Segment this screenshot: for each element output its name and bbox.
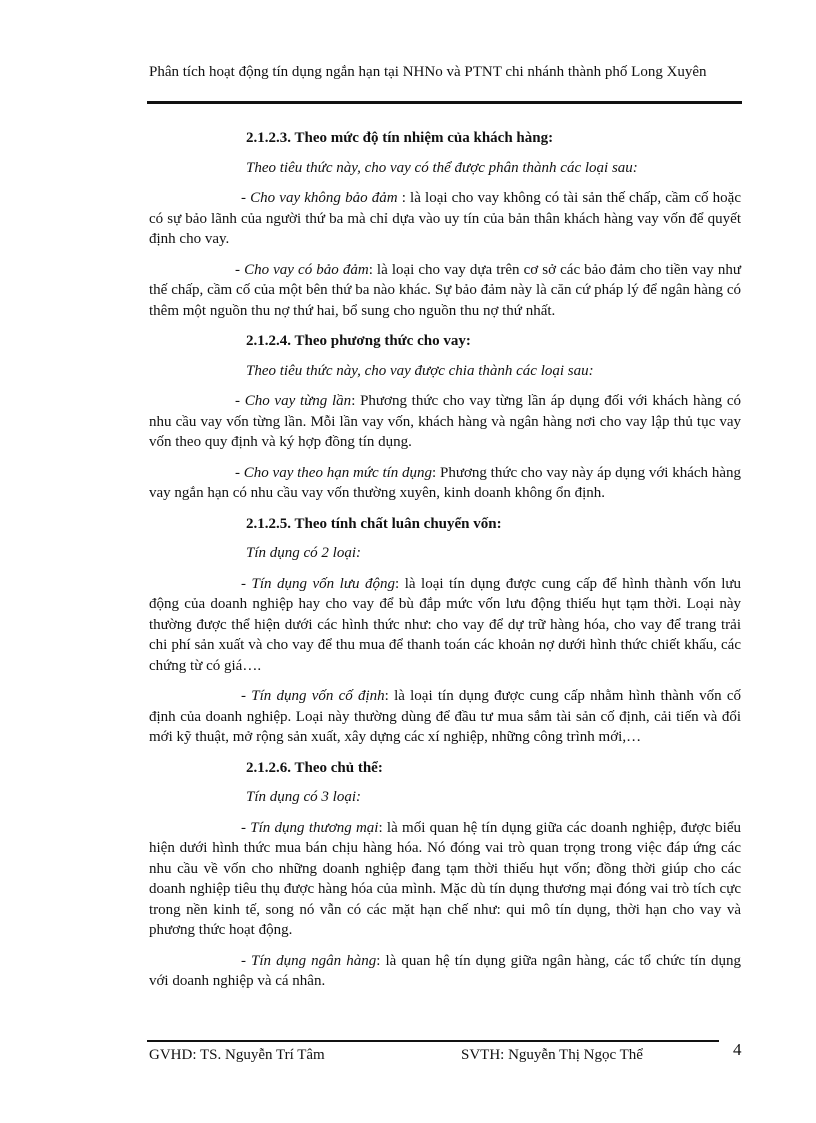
paragraph xyxy=(149,463,741,504)
term: - Cho vay không bảo đảm xyxy=(241,190,398,206)
definition: : là loại cho vay không có tài sản thế chấp, cầm cố hoặc có sự bảo lãnh của người thứ ba mà chỉ dựa vào uy tín của bản thân khách hàng vay vốn để quyết định cho vay. xyxy=(149,190,742,247)
term: - Tín dụng vốn cố định xyxy=(241,688,385,704)
paragraph xyxy=(149,391,741,453)
term: - Cho vay có bảo đảm xyxy=(235,261,369,278)
page-header: Phân tích hoạt động tín dụng ngắn hạn tại NHNo và PTNT chi nhánh thành phố Long Xuyên xyxy=(149,64,707,80)
page-number: 4 xyxy=(733,1040,742,1059)
paragraph xyxy=(149,188,741,250)
term: - Tín dụng thương mại xyxy=(241,819,379,836)
paragraph xyxy=(149,951,741,992)
definition: : là loại tín dụng được cung cấp nhằm hình thành vốn cố định của doanh nghiệp. Loại này thường dùng để đầu tư mua sắm tài sản cố định, cải tiến và đổi mới kỹ thuật, mở rộng sản xuất, xây dựng các xí nghiệp, những công trình mới,… xyxy=(149,688,741,745)
term: - Tín dụng vốn lưu động xyxy=(241,575,396,592)
definition: : Phương thức cho vay này áp dụng với khách hàng vay ngắn hạn có nhu cầu vay vốn thường xuyên, kinh doanh không ổn định. xyxy=(149,464,741,501)
paragraph xyxy=(149,686,741,748)
section-intro: Theo tiêu thức này, cho vay được chia thành các loại sau: xyxy=(246,362,594,379)
term: - Cho vay theo hạn mức tín dụng xyxy=(235,464,433,481)
footer-rule xyxy=(147,1040,719,1042)
section-heading: 2.1.2.5. Theo tính chất luân chuyển vốn: xyxy=(246,515,502,532)
term: - Tín dụng ngân hàng xyxy=(241,952,377,969)
section-heading: 2.1.2.6. Theo chủ thể: xyxy=(246,759,383,776)
paragraph xyxy=(149,574,741,677)
section-heading: 2.1.2.3. Theo mức độ tín nhiệm của khách hàng: xyxy=(246,130,554,146)
section-intro: Tín dụng có 3 loại: xyxy=(246,789,361,805)
section-heading: 2.1.2.4. Theo phương thức cho vay: xyxy=(246,333,471,349)
section-intro: Theo tiêu thức này, cho vay có thể được phân thành các loại sau: xyxy=(246,159,638,176)
term: - Cho vay từng lần xyxy=(235,393,352,409)
definition: : là quan hệ tín dụng giữa ngân hàng, các tổ chức tín dụng với doanh nghiệp và cá nhân. xyxy=(149,952,741,989)
footer-advisor: GVHD: TS. Nguyễn Trí Tâm xyxy=(149,1047,325,1063)
definition: : Phương thức cho vay từng lần áp dụng đối với khách hàng có nhu cầu vay vốn từng lần. Mỗi lần vay vốn, khách hàng và ngân hàng nơi cho vay lập thủ tục vay vốn theo quy định và ký hợp đồng tín dụng. xyxy=(149,393,741,450)
page-content xyxy=(149,128,741,1002)
paragraph xyxy=(149,818,741,941)
definition: : là mối quan hệ tín dụng giữa các doanh nghiệp, được biểu hiện dưới hình thức mua bán chịu hàng hóa. Nó đóng vai trò quan trọng trong việc đáp ứng các nhu cầu về vốn cho những doanh nghiệp đang tạm thời thiếu hụt vốn; đồng thời giúp cho các doanh nghiệp tiêu thụ được hàng hóa của mình. Mặc dù tín dụng thương mại đóng vai trò tích cực trong nền kinh tế, song nó vẫn có các mặt hạn chế như: qui mô tín dụng, thời hạn cho vay và phương thức hoạt động. xyxy=(149,819,742,938)
section-intro: Tín dụng có 2 loại: xyxy=(246,545,361,561)
header-rule xyxy=(147,101,742,104)
footer-student: SVTH: Nguyễn Thị Ngọc Thể xyxy=(461,1047,643,1063)
definition: : là loại cho vay dựa trên cơ sở các bảo đảm cho tiền vay như thế chấp, cầm cố của một bên thứ ba nào khác. Sự bảo đảm này là căn cứ pháp lý để ngân hàng có thêm một nguồn thu nợ thứ hai, bổ sung cho nguồn thu nợ thứ nhất. xyxy=(149,261,741,319)
paragraph xyxy=(149,260,741,322)
definition: : là loại tín dụng được cung cấp để hình thành vốn lưu động của doanh nghiệp hay cho vay để bù đắp mức vốn lưu động thiếu hụt tạm thời. Loại này thường được thể hiện dưới các hình thức như: cho vay để dự trữ hàng hóa, cho vay để trang trải chi phí sản xuất và cho vay để thu mua để thanh toán các khoản nợ dưới hình thức chiết khấu, các chứng từ có giá…. xyxy=(149,575,742,674)
